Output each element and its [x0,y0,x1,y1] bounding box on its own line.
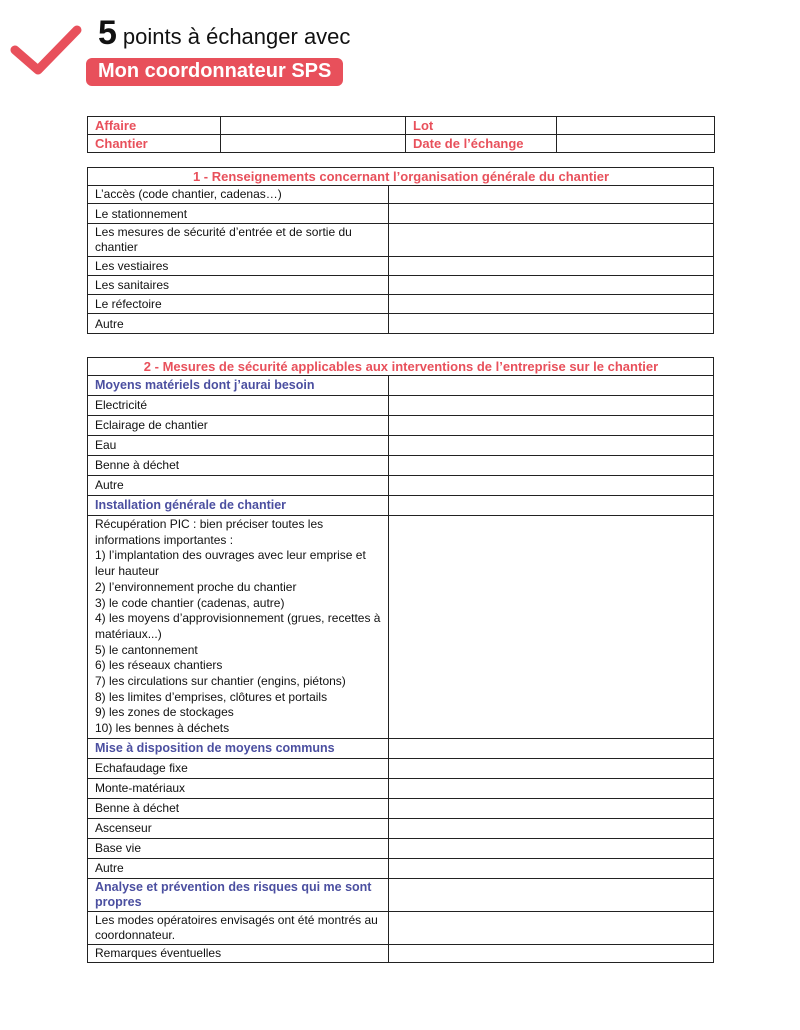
answer-field[interactable] [389,778,714,798]
row-label: Base vie [88,838,389,858]
answer-field[interactable] [389,838,714,858]
answer-field[interactable] [389,878,714,911]
title-number: 5 [98,14,117,52]
info-table [87,116,715,153]
pic-line: 1) l’implantation des ouvrages avec leur emprise et leur hauteur [95,548,366,579]
materiels-heading: Moyens matériels dont j’aurai besoin [88,376,389,396]
answer-field[interactable] [389,376,714,396]
table-row [88,396,714,416]
table-row [88,838,714,858]
lot-label: Lot [406,117,557,135]
table-row [88,456,714,476]
row-label: Echafaudage fixe [88,758,389,778]
table-row [88,738,714,758]
row-label: Les modes opératoires envisagés ont été montrés au coordonnateur. [88,911,389,944]
answer-field[interactable] [389,944,714,962]
answer-field[interactable] [389,314,714,334]
row-label: Autre [88,476,389,496]
row-label: Autre [88,858,389,878]
table-row [88,276,714,295]
table-row [88,878,714,911]
table-row [88,416,714,436]
affaire-label: Affaire [88,117,221,135]
pic-line: 5) le cantonnement [95,642,198,657]
table-row [88,798,714,818]
section2-table [87,357,714,963]
pic-line: 4) les moyens d’approvisionnement (grues, recettes à matériaux...) [95,611,381,641]
row-label: Eau [88,436,389,456]
pic-line: 8) les limites d’emprises, clôtures et portails [95,689,328,704]
communs-heading: Mise à disposition de moyens communs [88,738,389,758]
table-row [88,295,714,314]
risques-heading: Analyse et prévention des risques qui me sont propres [88,878,389,911]
answer-field[interactable] [389,186,714,204]
pic-line: 7) les circulations sur chantier (engins, piétons) [95,674,346,689]
answer-field[interactable] [389,516,714,739]
table-row [88,516,714,739]
table-row [88,314,714,334]
pic-line: 6) les réseaux chantiers [95,658,223,673]
table-row [88,257,714,276]
date-label: Date de l’échange [406,135,557,153]
table-row [88,758,714,778]
table-row [88,778,714,798]
installation-heading: Installation générale de chantier [88,496,389,516]
table-row [88,135,715,153]
row-label: Electricité [88,396,389,416]
row-label: Benne à déchet [88,798,389,818]
table-row [88,944,714,962]
row-label: Autre [88,314,389,334]
row-label: Ascenseur [88,818,389,838]
row-label: Remarques éventuelles [88,944,389,962]
row-label: Les mesures de sécurité d’entrée et de sortie du chantier [88,224,389,257]
date-field[interactable] [557,135,715,153]
table-row [88,436,714,456]
answer-field[interactable] [389,257,714,276]
table-row [88,117,715,135]
table-row [88,818,714,838]
answer-field[interactable] [389,738,714,758]
row-label: Les vestiaires [88,257,389,276]
checkmark-icon [10,24,82,78]
answer-field[interactable] [389,416,714,436]
answer-field[interactable] [389,858,714,878]
title-badge: Mon coordonnateur SPS [86,58,343,86]
affaire-field[interactable] [221,117,406,135]
table-row [88,186,714,204]
table-row [88,858,714,878]
answer-field[interactable] [389,456,714,476]
pic-line: 3) le code chantier (cadenas, autre) [95,595,285,610]
row-label: Le réfectoire [88,295,389,314]
answer-field[interactable] [389,798,714,818]
answer-field[interactable] [389,496,714,516]
answer-field[interactable] [389,396,714,416]
table-row [88,911,714,944]
answer-field[interactable] [389,911,714,944]
table-row [88,204,714,224]
table-row [88,376,714,396]
chantier-label: Chantier [88,135,221,153]
answer-field[interactable] [389,758,714,778]
answer-field[interactable] [389,295,714,314]
page-title [98,14,350,53]
answer-field[interactable] [389,276,714,295]
row-label: Le stationnement [88,204,389,224]
row-label: Benne à déchet [88,456,389,476]
table-row [88,496,714,516]
pic-line: 9) les zones de stockages [95,705,234,720]
pic-line: 10) les bennes à déchets [95,721,230,736]
title-text: points à échanger avec [122,24,351,49]
row-label: L’accès (code chantier, cadenas…) [88,186,389,204]
chantier-field[interactable] [221,135,406,153]
pic-line: Récupération PIC : bien préciser toutes les informations importantes : [95,517,324,547]
pic-line: 2) l’environnement proche du chantier [95,579,297,594]
section1-table [87,167,714,334]
row-label: Les sanitaires [88,276,389,295]
row-label: Monte-matériaux [88,778,389,798]
answer-field[interactable] [389,204,714,224]
answer-field[interactable] [389,818,714,838]
table-row [88,476,714,496]
section2-title: 2 - Mesures de sécurité applicables aux interventions de l’entreprise sur le chantier [88,358,714,376]
installation-details [88,516,389,739]
section1-title: 1 - Renseignements concernant l’organisation générale du chantier [88,168,714,186]
lot-field[interactable] [557,117,715,135]
answer-field[interactable] [389,224,714,257]
row-label: Eclairage de chantier [88,416,389,436]
answer-field[interactable] [389,436,714,456]
answer-field[interactable] [389,476,714,496]
table-row [88,224,714,257]
